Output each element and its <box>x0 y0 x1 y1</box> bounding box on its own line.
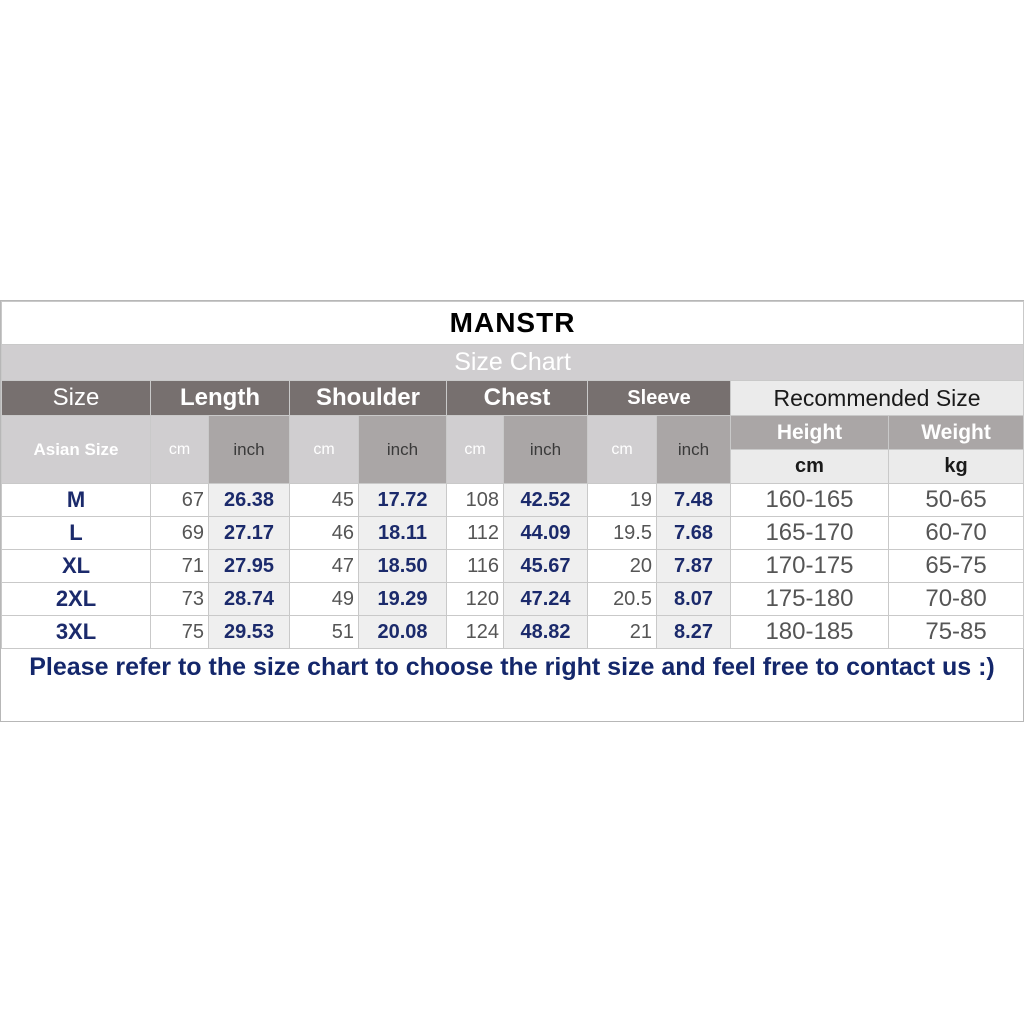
height-unit: cm <box>731 450 889 484</box>
size-name: XL <box>2 550 151 583</box>
chest-cm: 108 <box>447 484 504 517</box>
shoulder-cm: 49 <box>290 583 359 616</box>
chest-cm-unit: cm <box>447 416 504 484</box>
shoulder-header: Shoulder <box>290 381 447 416</box>
table-row <box>2 583 1024 616</box>
recommended-weight: 65-75 <box>889 550 1024 583</box>
sleeve-inch: 7.68 <box>657 517 731 550</box>
length-inch-unit: inch <box>209 416 290 484</box>
recommended-height: 160-165 <box>731 484 889 517</box>
shoulder-inch: 20.08 <box>359 616 447 649</box>
asian-size-label: Asian Size <box>2 416 151 484</box>
chart-subtitle: Size Chart <box>2 345 1024 381</box>
shoulder-cm: 51 <box>290 616 359 649</box>
size-table <box>1 301 1024 649</box>
table-row <box>2 517 1024 550</box>
length-inch: 27.17 <box>209 517 290 550</box>
shoulder-cm: 46 <box>290 517 359 550</box>
sleeve-inch-unit: inch <box>657 416 731 484</box>
length-cm: 71 <box>151 550 209 583</box>
sleeve-inch: 7.87 <box>657 550 731 583</box>
chest-inch: 48.82 <box>504 616 588 649</box>
size-chart <box>0 300 1024 722</box>
length-inch: 26.38 <box>209 484 290 517</box>
chest-cm: 120 <box>447 583 504 616</box>
size-header: Size <box>2 381 151 416</box>
brand-title: MANSTR <box>2 302 1024 345</box>
recommended-weight: 75-85 <box>889 616 1024 649</box>
table-row <box>2 550 1024 583</box>
length-cm: 67 <box>151 484 209 517</box>
size-name: M <box>2 484 151 517</box>
chest-inch: 47.24 <box>504 583 588 616</box>
recommended-height: 165-170 <box>731 517 889 550</box>
recommended-weight: 70-80 <box>889 583 1024 616</box>
height-header: Height <box>731 416 889 450</box>
sleeve-inch: 7.48 <box>657 484 731 517</box>
sleeve-cm-unit: cm <box>588 416 657 484</box>
shoulder-inch: 19.29 <box>359 583 447 616</box>
chest-cm: 124 <box>447 616 504 649</box>
length-inch: 28.74 <box>209 583 290 616</box>
size-name: L <box>2 517 151 550</box>
shoulder-inch-unit: inch <box>359 416 447 484</box>
sleeve-header: Sleeve <box>588 381 731 416</box>
length-cm: 75 <box>151 616 209 649</box>
table-row <box>2 616 1024 649</box>
recommended-height: 175-180 <box>731 583 889 616</box>
chest-inch: 45.67 <box>504 550 588 583</box>
shoulder-cm-unit: cm <box>290 416 359 484</box>
shoulder-cm: 45 <box>290 484 359 517</box>
shoulder-cm: 47 <box>290 550 359 583</box>
length-inch: 29.53 <box>209 616 290 649</box>
sleeve-cm: 20 <box>588 550 657 583</box>
size-name: 3XL <box>2 616 151 649</box>
recommended-height: 180-185 <box>731 616 889 649</box>
length-cm: 69 <box>151 517 209 550</box>
length-cm: 73 <box>151 583 209 616</box>
size-name: 2XL <box>2 583 151 616</box>
size-advice-note: Please refer to the size chart to choose the right size and feel free to contact us :) <box>29 653 995 681</box>
sleeve-inch: 8.07 <box>657 583 731 616</box>
chest-cm: 112 <box>447 517 504 550</box>
shoulder-inch: 18.11 <box>359 517 447 550</box>
chest-inch-unit: inch <box>504 416 588 484</box>
chest-inch: 42.52 <box>504 484 588 517</box>
shoulder-inch: 17.72 <box>359 484 447 517</box>
recommended-height: 170-175 <box>731 550 889 583</box>
sleeve-cm: 19.5 <box>588 517 657 550</box>
recommended-size-header: Recommended Size <box>731 381 1024 416</box>
sleeve-cm: 19 <box>588 484 657 517</box>
length-cm-unit: cm <box>151 416 209 484</box>
recommended-weight: 60-70 <box>889 517 1024 550</box>
recommended-weight: 50-65 <box>889 484 1024 517</box>
shoulder-inch: 18.50 <box>359 550 447 583</box>
weight-header: Weight <box>889 416 1024 450</box>
sleeve-cm: 21 <box>588 616 657 649</box>
length-header: Length <box>151 381 290 416</box>
chest-header: Chest <box>447 381 588 416</box>
weight-unit: kg <box>889 450 1024 484</box>
length-inch: 27.95 <box>209 550 290 583</box>
sleeve-cm: 20.5 <box>588 583 657 616</box>
sleeve-inch: 8.27 <box>657 616 731 649</box>
chest-inch: 44.09 <box>504 517 588 550</box>
table-row <box>2 484 1024 517</box>
chest-cm: 116 <box>447 550 504 583</box>
